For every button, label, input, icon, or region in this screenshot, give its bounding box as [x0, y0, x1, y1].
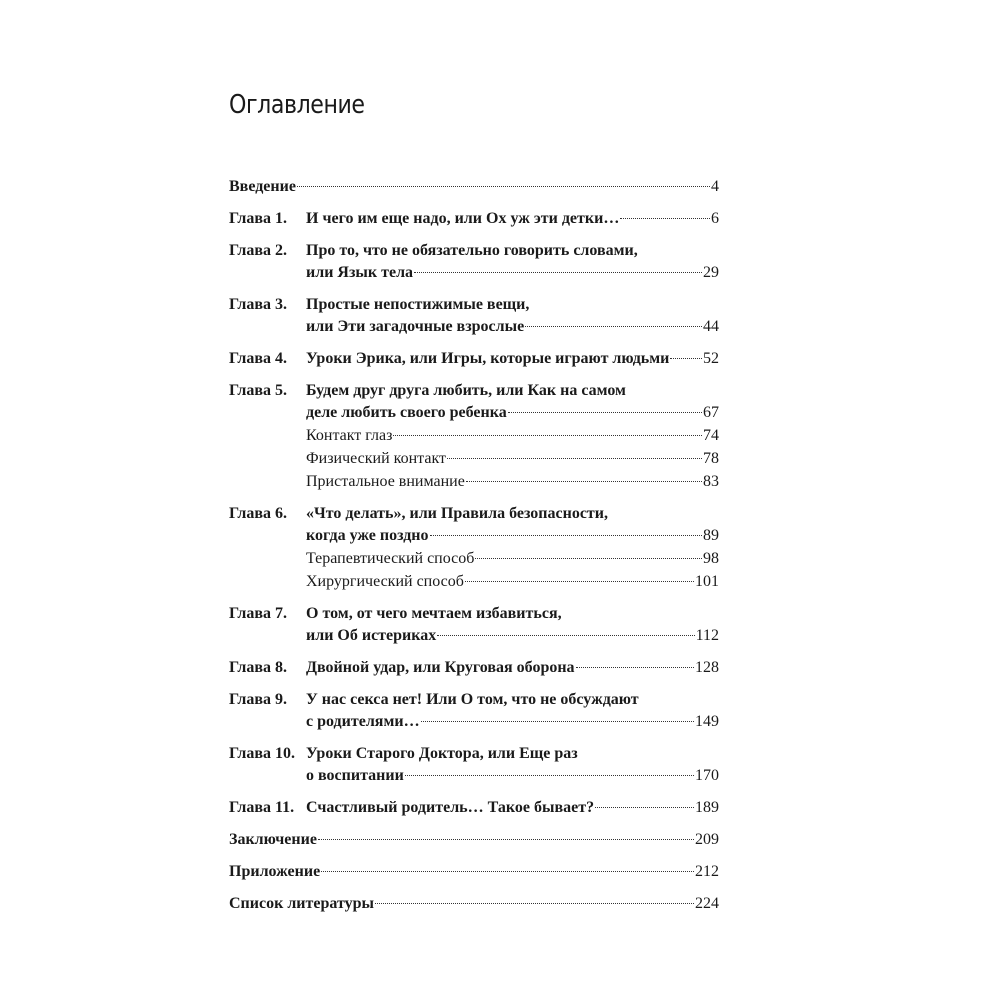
entry-title-line: Будем друг друга любить, или Как на самом: [306, 382, 626, 399]
page-number: 209: [695, 831, 719, 848]
leader-line: [306, 571, 719, 593]
entry-title-line: Про то, что не обязательно говорить словами,: [306, 242, 638, 259]
entry-line: [306, 425, 719, 447]
entry-line: [306, 711, 719, 733]
leader-line: [306, 797, 719, 819]
entry-line: [306, 380, 719, 402]
toc-row: [229, 262, 719, 284]
entry-title: или Об истериках: [306, 627, 437, 644]
page-number: 4: [711, 178, 719, 195]
toc-row: [229, 208, 719, 230]
entry-line: [229, 176, 719, 198]
toc-row: [229, 503, 719, 525]
leader-line: [306, 448, 719, 470]
toc-subsection-row[interactable]: [229, 471, 719, 493]
entry-line: [306, 657, 719, 679]
dot-leader: [670, 358, 702, 359]
page-number: 6: [711, 210, 719, 227]
leader-line: [306, 425, 719, 447]
entry-title: Приложение: [229, 863, 321, 880]
entry-line: [306, 316, 719, 338]
toc-entry[interactable]: [229, 176, 719, 198]
chapter-label: Глава 6.: [229, 505, 287, 522]
leader-line: [306, 348, 719, 370]
toc-entry[interactable]: [229, 603, 719, 647]
entry-line: [306, 402, 719, 424]
dot-leader: [576, 667, 694, 668]
toc-entry[interactable]: [229, 861, 719, 883]
page-number: 78: [703, 450, 719, 467]
dot-leader: [375, 903, 694, 904]
entry-title: Двойной удар, или Круговая оборона: [306, 659, 575, 676]
toc-row: [229, 240, 719, 262]
leader-line: [306, 657, 719, 679]
page-number: 149: [695, 713, 719, 730]
leader-line: [306, 208, 719, 230]
page-number: 89: [703, 527, 719, 544]
toc-subsection-row[interactable]: [229, 571, 719, 593]
toc-row: [229, 603, 719, 625]
toc-row: [229, 525, 719, 547]
page-number: 29: [703, 264, 719, 281]
leader-line: [229, 893, 719, 915]
chapter-label: Глава 8.: [229, 659, 287, 676]
dot-leader: [508, 412, 702, 413]
entry-title: деле любить своего ребенка: [306, 404, 507, 421]
page-number: 112: [695, 627, 719, 644]
leader-line: [306, 711, 719, 733]
leader-line: [306, 525, 719, 547]
entry-line: [306, 448, 719, 470]
chapter-label: Глава 1.: [229, 210, 287, 227]
toc-row: [229, 657, 719, 679]
entry-line: [306, 240, 719, 262]
leader-line: [229, 829, 719, 851]
chapter-label: Глава 9.: [229, 691, 287, 708]
entry-line: [306, 348, 719, 370]
entry-title: Введение: [229, 178, 296, 195]
toc-entry[interactable]: [229, 380, 719, 493]
entry-title: Физический контакт: [306, 450, 446, 467]
entry-line: [306, 471, 719, 493]
toc-row: [229, 765, 719, 787]
toc-entry[interactable]: [229, 797, 719, 819]
page-number: 67: [703, 404, 719, 421]
entry-title-line: У нас секса нет! Или О том, что не обсуждают: [306, 691, 639, 708]
page-title: Оглавление: [229, 90, 365, 120]
leader-line: [306, 625, 719, 647]
entry-line: [306, 262, 719, 284]
toc-row: [229, 176, 719, 198]
entry-title: о воспитании: [306, 767, 404, 784]
entry-title: с родителями…: [306, 713, 420, 730]
chapter-label: Глава 4.: [229, 350, 287, 367]
entry-title: Контакт глаз: [306, 427, 393, 444]
dot-leader: [430, 535, 702, 536]
chapter-label: Глава 5.: [229, 382, 287, 399]
chapter-label: Глава 11.: [229, 799, 295, 816]
entry-line: [229, 829, 719, 851]
toc-entry[interactable]: [229, 348, 719, 370]
entry-line: [306, 765, 719, 787]
dot-leader: [620, 218, 710, 219]
page-number: 98: [703, 550, 719, 567]
entry-line: [306, 525, 719, 547]
toc-row: [229, 625, 719, 647]
dot-leader: [421, 721, 694, 722]
page-number: 224: [695, 895, 719, 912]
page-number: 170: [695, 767, 719, 784]
dot-leader: [447, 458, 702, 459]
toc-row: [229, 689, 719, 711]
dot-leader: [318, 839, 694, 840]
page-number: 212: [695, 863, 719, 880]
leader-line: [306, 471, 719, 493]
toc-row: [229, 348, 719, 370]
dot-leader: [297, 186, 710, 187]
page-number: 83: [703, 473, 719, 490]
leader-line: [306, 316, 719, 338]
toc-entry[interactable]: [229, 503, 719, 593]
entry-line: [306, 208, 719, 230]
dot-leader: [321, 871, 694, 872]
entry-title-line: Уроки Старого Доктора, или Еще раз: [306, 745, 578, 762]
toc-entry[interactable]: [229, 893, 719, 915]
entry-title: Уроки Эрика, или Игры, которые играют людьми: [306, 350, 670, 367]
entry-line: [306, 548, 719, 570]
entry-title: Терапевтический способ: [306, 550, 475, 567]
toc-subsection-row[interactable]: [229, 548, 719, 570]
entry-line: [306, 294, 719, 316]
entry-title-line: «Что делать», или Правила безопасности,: [306, 505, 609, 522]
entry-title: Счастливый родитель… Такое бывает?: [306, 799, 595, 816]
entry-line: [306, 743, 719, 765]
dot-leader: [405, 775, 694, 776]
toc-entry[interactable]: [229, 657, 719, 679]
entry-line: [306, 571, 719, 593]
dot-leader: [465, 581, 694, 582]
toc-row: [229, 861, 719, 883]
leader-line: [306, 402, 719, 424]
leader-line: [306, 548, 719, 570]
leader-line: [306, 262, 719, 284]
entry-title: или Эти загадочные взрослые: [306, 318, 525, 335]
toc-row: [229, 743, 719, 765]
chapter-label: Глава 3.: [229, 296, 287, 313]
toc-entry[interactable]: [229, 689, 719, 733]
page-number: 128: [695, 659, 719, 676]
entry-title-line: Простые непостижимые вещи,: [306, 296, 530, 313]
toc-subsection-row[interactable]: [229, 448, 719, 470]
toc-row: [229, 797, 719, 819]
toc-entry[interactable]: [229, 240, 719, 284]
dot-leader: [466, 481, 702, 482]
entry-line: [306, 625, 719, 647]
dot-leader: [525, 326, 702, 327]
dot-leader: [393, 435, 702, 436]
entry-title: Заключение: [229, 831, 317, 848]
leader-line: [229, 176, 719, 198]
entry-line: [306, 503, 719, 525]
entry-line: [229, 893, 719, 915]
toc-row: [229, 316, 719, 338]
entry-title: И чего им еще надо, или Ох уж эти детки…: [306, 210, 620, 227]
toc-row: [229, 380, 719, 402]
page-number: 101: [695, 573, 719, 590]
dot-leader: [414, 272, 702, 273]
toc-row: [229, 402, 719, 424]
leader-line: [229, 861, 719, 883]
entry-title: Пристальное внимание: [306, 473, 465, 490]
entry-line: [306, 603, 719, 625]
entry-line: [229, 861, 719, 883]
toc-entry[interactable]: [229, 294, 719, 338]
toc-subsection-row[interactable]: [229, 425, 719, 447]
dot-leader: [437, 635, 694, 636]
entry-title: Список литературы: [229, 895, 374, 912]
entry-line: [306, 797, 719, 819]
page-number: 44: [703, 318, 719, 335]
toc-row: [229, 893, 719, 915]
toc-entry[interactable]: [229, 829, 719, 851]
entry-title: Хирургический способ: [306, 573, 464, 590]
dot-leader: [475, 558, 702, 559]
page-number: 52: [703, 350, 719, 367]
toc-entry[interactable]: [229, 743, 719, 787]
chapter-label: Глава 7.: [229, 605, 287, 622]
entry-title: или Язык тела: [306, 264, 414, 281]
page-number: 189: [695, 799, 719, 816]
table-of-contents: [229, 176, 719, 915]
entry-title: когда уже поздно: [306, 527, 429, 544]
page-number: 74: [703, 427, 719, 444]
dot-leader: [595, 807, 694, 808]
chapter-label: Глава 2.: [229, 242, 287, 259]
entry-title-line: О том, от чего мечтаем избавиться,: [306, 605, 562, 622]
chapter-label: Глава 10.: [229, 745, 295, 762]
toc-row: [229, 294, 719, 316]
toc-row: [229, 711, 719, 733]
toc-entry[interactable]: [229, 208, 719, 230]
toc-row: [229, 829, 719, 851]
leader-line: [306, 765, 719, 787]
entry-line: [306, 689, 719, 711]
